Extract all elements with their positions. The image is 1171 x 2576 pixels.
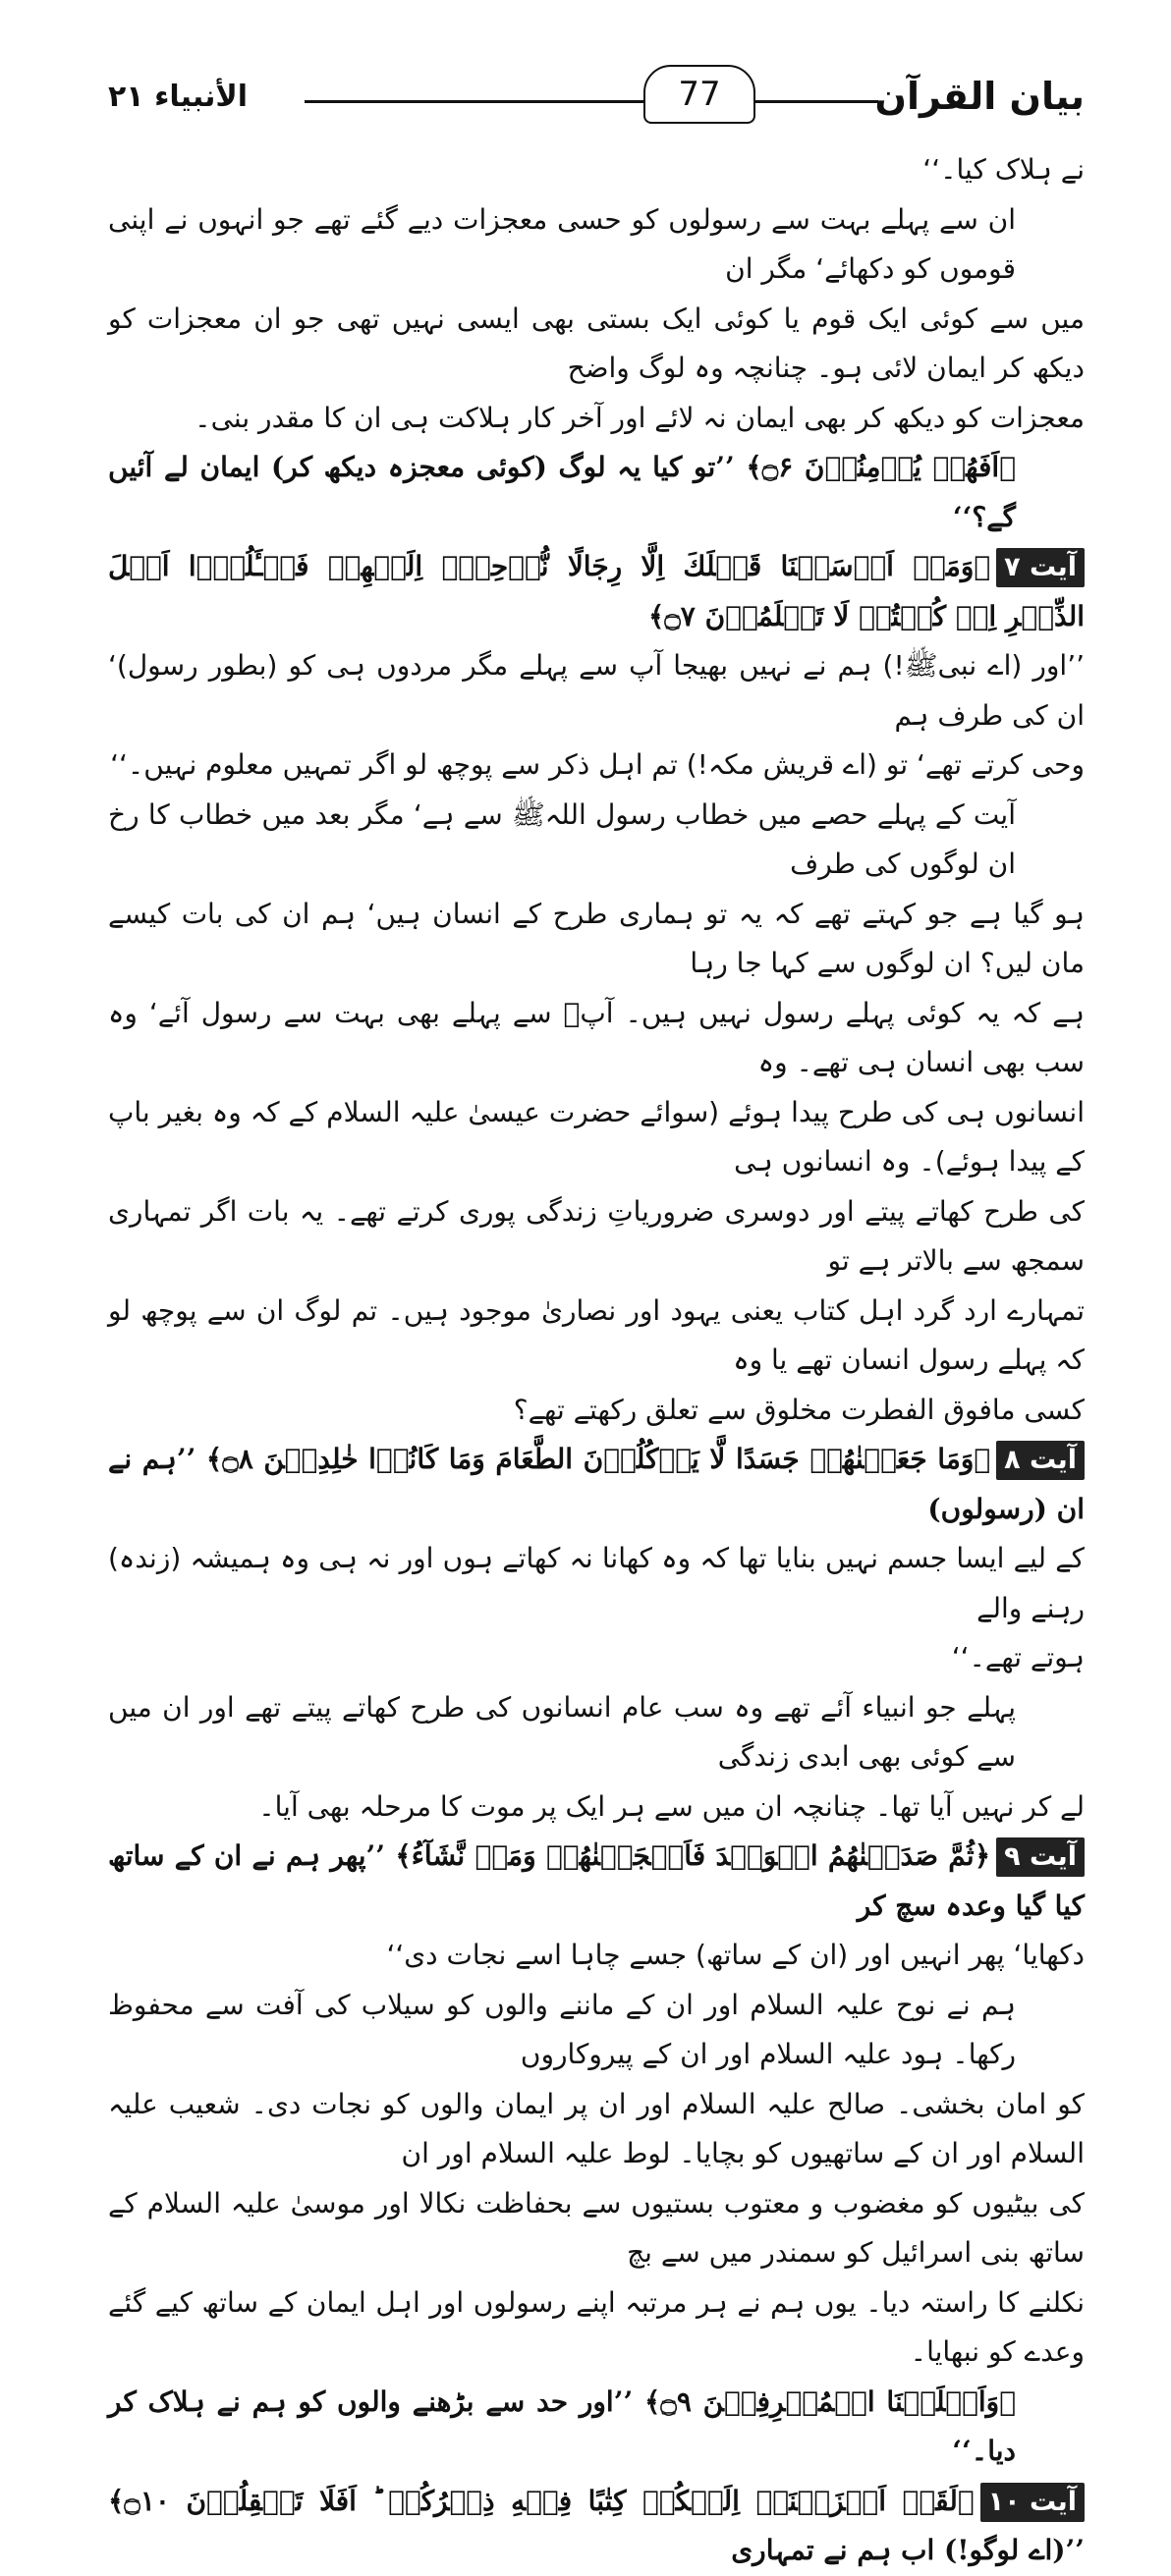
ayah-marker: آیت ۱۰ bbox=[980, 2483, 1085, 2522]
page-header bbox=[108, 57, 1085, 136]
page-number: 77 bbox=[643, 65, 755, 124]
text-line: پہلے جو انبیاء آئے تھے وہ سب عام انسانوں کی طرح کھاتے پیتے تھے اور ان میں سے کوئی بھی ابدی زندگی bbox=[108, 1690, 1016, 1773]
ayah-marker: آیت ۷ bbox=[996, 548, 1085, 587]
text-line: ان سے پہلے بہت سے رسولوں کو حسی معجزات دیے گئے تھے جو انہوں نے اپنی قوموں کو دکھائے‘ مگر ان bbox=[108, 202, 1016, 285]
ayah-marker: آیت ۹ bbox=[996, 1837, 1085, 1877]
text-line: ہوتے تھے۔‘‘ bbox=[951, 1641, 1085, 1673]
text-line: کسی مافوق الفطرت مخلوق سے تعلق رکھتے تھے؟ bbox=[513, 1393, 1085, 1426]
text-line: معجزات کو دیکھ کر بھی ایمان نہ لائے اور آخر کار ہلاکت ہی ان کا مقدر بنی۔ bbox=[195, 401, 1085, 434]
quran-verse-line: ﴿لَقَدۡ اَنۡزَلۡنَاۤ اِلَيۡكُمۡ كِتٰبًا فِيۡهِ ذِكۡرُكُمۡ ؕ اَفَلَا تَعۡقِلُوۡنَ ۝۱۰﴾ ’’(اے لوگو!) اب ہم نے تمہاری bbox=[108, 2484, 1085, 2566]
quran-verse-line: ﴿وَمَاۤ اَرۡسَلۡنَا قَبۡلَكَ اِلَّا رِجَالًا نُّوۡحِىۡۤ اِلَيۡهِمۡ فَسۡـَٔلُوۡۤا اَهۡلَ الذِّكۡرِ اِنۡ كُنۡتُمۡ لَا تَعۡلَمُوۡنَ ۝۷﴾ bbox=[108, 550, 1085, 632]
text-line: کے لیے ایسا جسم نہیں بنایا تھا کہ وہ کھانا نہ کھاتے ہوں اور نہ ہی وہ ہمیشہ (زندہ) رہنے والے bbox=[108, 1542, 1085, 1624]
text-line: نکلنے کا راستہ دیا۔ یوں ہم نے ہر مرتبہ اپنے رسولوں اور اہل ایمان کے ساتھ کیے گئے وعدے کو نبھایا۔ bbox=[108, 2285, 1085, 2368]
text-line: لے کر نہیں آیا تھا۔ چنانچہ ان میں سے ہر ایک پر موت کا مرحلہ بھی آیا۔ bbox=[258, 1789, 1085, 1823]
text-line: کی بیٹیوں کو مغضوب و معتوب بستیوں سے بحفاظت نکالا اور موسیٰ علیہ السلام کے ساتھ بنی اسرائیل کو سمندر میں سے بچ bbox=[108, 2186, 1085, 2269]
text-line: وحی کرتے تھے‘ تو (اے قریش مکہ!) تم اہل ذکر سے پوچھ لو اگر تمہیں معلوم نہیں۔‘‘ bbox=[110, 748, 1085, 781]
text-line: ہو گیا ہے جو کہتے تھے کہ یہ تو ہماری طرح کے انسان ہیں‘ ہم ان کی بات کیسے مان لیں؟ ان لوگوں سے کہا جا رہا bbox=[108, 897, 1085, 979]
text-line: انسانوں ہی کی طرح پیدا ہوئے (سوائے حضرت عیسیٰ علیہ السلام کے کہ وہ بغیر باپ کے پیدا ہوئے)۔ وہ انسانوں ہی bbox=[108, 1095, 1085, 1178]
text-line: تمہارے ارد گرد اہل کتاب یعنی یہود اور نصاریٰ موجود ہیں۔ تم لوگ ان سے پوچھ لو کہ پہلے رسول انسان تھے یا وہ bbox=[108, 1293, 1085, 1376]
text-line: کی طرح کھاتے پیتے اور دوسری ضروریاتِ زندگی پوری کرتے تھے۔ یہ بات اگر تمہاری سمجھ سے بالاتر ہے تو bbox=[108, 1194, 1085, 1277]
page-body bbox=[108, 145, 1085, 2576]
ayah-marker: آیت ۸ bbox=[996, 1441, 1085, 1480]
quran-verse-line: ﴿ثُمَّ صَدَقۡنٰهُمُ الۡوَعۡدَ فَاَنۡجَيۡنٰهُمۡ وَمَنۡ نَّشَآءُ﴾ ’’پھر ہم نے ان کے ساتھ کیا گیا وعدہ سچ کر bbox=[108, 1839, 1085, 1922]
text-line: میں سے کوئی ایک قوم یا کوئی ایک بستی بھی ایسی نہیں تھی جو ان معجزات کو دیکھ کر ایمان لائی ہو۔ چنانچہ وہ لوگ واضح bbox=[108, 301, 1085, 384]
text-line: آیت کے پہلے حصے میں خطاب رسول اللہﷺ سے ہے‘ مگر بعد میں خطاب کا رخ ان لوگوں کی طرف bbox=[108, 797, 1016, 880]
text-line: ہم نے نوح علیہ السلام اور ان کے ماننے والوں کو سیلاب کی آفت سے محفوظ رکھا۔ ہود علیہ السلام اور ان کے پیروکاروں bbox=[108, 1988, 1016, 2070]
header-rule bbox=[305, 100, 878, 103]
text-line: ’’اور (اے نبیﷺ!) ہم نے نہیں بھیجا آپ سے پہلے مگر مردوں ہی کو (بطور رسول)‘ ان کی طرف ہم bbox=[108, 649, 1085, 732]
book-title: بیان القرآن bbox=[874, 75, 1085, 118]
text-line: نے ہلاک کیا۔‘‘ bbox=[922, 153, 1085, 186]
text-line: ہے کہ یہ کوئی پہلے رسول نہیں ہیں۔ آپؐ سے پہلے بھی بہت سے رسول آئے‘ وہ سب بھی انسان ہی تھے۔ وہ bbox=[108, 996, 1085, 1078]
text-line: دکھایا‘ پھر انہیں اور (ان کے ساتھ) جسے چاہا اسے نجات دی‘‘ bbox=[386, 1939, 1085, 1971]
quran-verse-line: ﴿وَاَهۡلَكۡنَا الۡمُسۡرِفِيۡنَ ۝۹﴾ ’’اور حد سے بڑھنے والوں کو ہم نے ہلاک کر دیا۔‘‘ bbox=[108, 2384, 1016, 2467]
surah-name: الأنبیاء ۲۱ bbox=[108, 79, 249, 114]
quran-verse-line: ﴿اَفَهُمۡ يُؤۡمِنُوۡنَ ۝۶﴾ ’’تو کیا یہ لوگ (کوئی معجزہ دیکھ کر) ایمان لے آئیں گے؟‘‘ bbox=[108, 451, 1016, 533]
text-line: کو امان بخشی۔ صالح علیہ السلام اور ان پر ایمان والوں کو نجات دی۔ شعیب علیہ السلام اور ان کے ساتھیوں کو بچایا۔ لوط علیہ السلام اور ان bbox=[108, 2087, 1085, 2169]
quran-verse-line: ﴿وَمَا جَعَلۡنٰهُمۡ جَسَدًا لَّا يَاۡكُلُوۡنَ الطَّعَامَ وَمَا كَانُوۡا خٰلِدِيۡنَ ۝۸﴾ ’’ہم نے ان (رسولوں) bbox=[108, 1443, 1085, 1525]
